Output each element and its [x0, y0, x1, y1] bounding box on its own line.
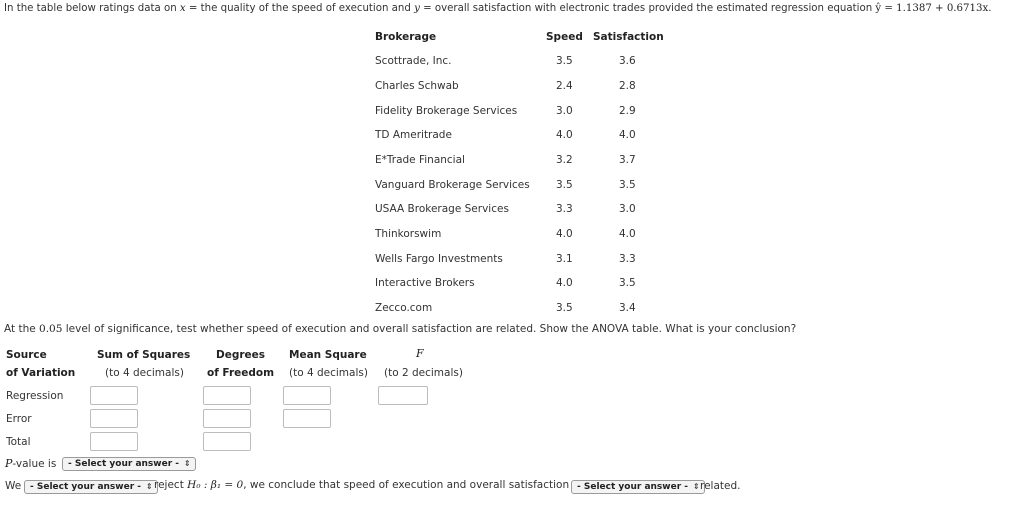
- related-select-value: - Select your answer -: [577, 482, 689, 492]
- cell-satisfaction: 2.8: [619, 80, 636, 92]
- cell-speed: 3.5: [556, 55, 573, 67]
- cell-speed: 2.4: [556, 80, 573, 92]
- header-f-sub: (to 2 decimals): [384, 367, 463, 379]
- cell-speed: 3.5: [556, 179, 573, 191]
- pvalue-label: -value is: [12, 458, 57, 470]
- cell-brokerage: Scottrade, Inc.: [375, 55, 452, 67]
- conclusion-middle: , we conclude that speed of execution and overall satisfaction: [243, 479, 570, 491]
- cell-brokerage: Thinkorswim: [375, 228, 442, 240]
- regression-ms-input[interactable]: [283, 386, 331, 405]
- intro-text-b: = the quality of the speed of execution and: [185, 3, 415, 14]
- cell-speed: 3.2: [556, 154, 573, 166]
- header-brokerage: Brokerage: [375, 31, 437, 43]
- cell-speed: 4.0: [556, 277, 573, 289]
- intro-text-c: = overall satisfaction with electronic trades provided the estimated regression equation: [419, 3, 876, 14]
- table-row: [0, 105, 1024, 121]
- regression-df-input[interactable]: [203, 386, 251, 405]
- table-row: [0, 129, 1024, 145]
- total-df-input[interactable]: [203, 432, 251, 451]
- cell-speed: 4.0: [556, 129, 573, 141]
- cell-satisfaction: 2.9: [619, 105, 636, 117]
- cell-brokerage: USAA Brokerage Services: [375, 203, 509, 215]
- cell-satisfaction: 3.4: [619, 302, 636, 314]
- cell-brokerage: Fidelity Brokerage Services: [375, 105, 518, 117]
- related-select[interactable]: [571, 480, 705, 494]
- table-row: [0, 277, 1024, 293]
- header-speed: Speed: [546, 31, 583, 43]
- conclusion-reject: reject: [154, 479, 184, 491]
- reject-select[interactable]: [24, 480, 158, 494]
- conclusion-end: related.: [700, 480, 741, 492]
- cell-speed: 3.1: [556, 253, 573, 265]
- cell-satisfaction: 4.0: [619, 228, 636, 240]
- conclusion-we: We: [5, 480, 22, 492]
- pvalue-label-p: P: [5, 457, 13, 470]
- header-source: Source: [6, 349, 47, 361]
- error-ss-input[interactable]: [90, 409, 138, 428]
- cell-satisfaction: 3.6: [619, 55, 636, 67]
- header-sum-of-squares: Sum of Squares: [97, 349, 191, 361]
- reject-select-value: - Select your answer -: [30, 482, 142, 492]
- table-row: [0, 80, 1024, 96]
- pvalue-line: [5, 457, 56, 470]
- conclusion-text: [154, 479, 569, 491]
- intro-text: [4, 3, 991, 14]
- pvalue-select-value: - Select your answer -: [68, 459, 180, 469]
- cell-speed: 4.0: [556, 228, 573, 240]
- cell-speed: 3.5: [556, 302, 573, 314]
- cell-speed: 3.0: [556, 105, 573, 117]
- cell-satisfaction: 3.3: [619, 253, 636, 265]
- cell-brokerage: Charles Schwab: [375, 80, 459, 92]
- cell-satisfaction: 3.7: [619, 154, 636, 166]
- select-arrow-icon: ⇕: [146, 482, 153, 491]
- question-text-b: level of significance, test whether speed of execution and overall satisfaction are related. Show the ANOVA table. What is your conclusion?: [62, 323, 797, 335]
- var-y: y: [414, 3, 420, 14]
- header-sum-of-squares-sub: (to 4 decimals): [105, 367, 184, 379]
- select-arrow-icon: ⇕: [693, 482, 700, 491]
- row-label-regression: Regression: [6, 390, 64, 402]
- header-satisfaction: Satisfaction: [593, 31, 664, 43]
- cell-brokerage: Vanguard Brokerage Services: [375, 179, 530, 191]
- select-arrow-icon: ⇕: [184, 459, 191, 468]
- significance-level: 0.05: [39, 323, 63, 335]
- f-statistic-input[interactable]: [378, 386, 428, 405]
- error-df-input[interactable]: [203, 409, 251, 428]
- cell-brokerage: E*Trade Financial: [375, 154, 465, 166]
- cell-brokerage: Zecco.com: [375, 302, 433, 314]
- header-degrees: Degrees: [216, 349, 266, 361]
- table-row: [0, 179, 1024, 195]
- table-row: [0, 253, 1024, 269]
- table-row: [0, 203, 1024, 219]
- question-text: [4, 323, 796, 335]
- cell-brokerage: Wells Fargo Investments: [375, 253, 503, 265]
- table-row: [0, 55, 1024, 71]
- cell-satisfaction: 3.5: [619, 179, 636, 191]
- cell-brokerage: TD Ameritrade: [375, 129, 452, 141]
- regression-ss-input[interactable]: [90, 386, 138, 405]
- row-label-error: Error: [6, 413, 32, 425]
- pvalue-select[interactable]: [62, 457, 196, 471]
- intro-text-a: In the table below ratings data on: [4, 3, 180, 14]
- header-mean-square: Mean Square: [289, 349, 367, 361]
- var-x: x: [179, 3, 186, 14]
- cell-brokerage: Interactive Brokers: [375, 277, 475, 289]
- regression-equation: ŷ = 1.1387 + 0.6713x.: [875, 3, 992, 14]
- null-hypothesis: H₀ : β₁ = 0: [187, 479, 244, 491]
- cell-satisfaction: 4.0: [619, 129, 636, 141]
- header-f: F: [416, 347, 424, 360]
- table-row: [0, 302, 1024, 318]
- header-degrees-sub: of Freedom: [207, 367, 275, 379]
- table-row: [0, 154, 1024, 170]
- question-text-a: At the: [4, 323, 40, 335]
- header-mean-square-sub: (to 4 decimals): [289, 367, 368, 379]
- cell-satisfaction: 3.0: [619, 203, 636, 215]
- row-label-total: Total: [6, 436, 31, 448]
- table-row: [0, 228, 1024, 244]
- header-source-sub: of Variation: [6, 367, 76, 379]
- error-ms-input[interactable]: [283, 409, 331, 428]
- total-ss-input[interactable]: [90, 432, 138, 451]
- cell-speed: 3.3: [556, 203, 573, 215]
- cell-satisfaction: 3.5: [619, 277, 636, 289]
